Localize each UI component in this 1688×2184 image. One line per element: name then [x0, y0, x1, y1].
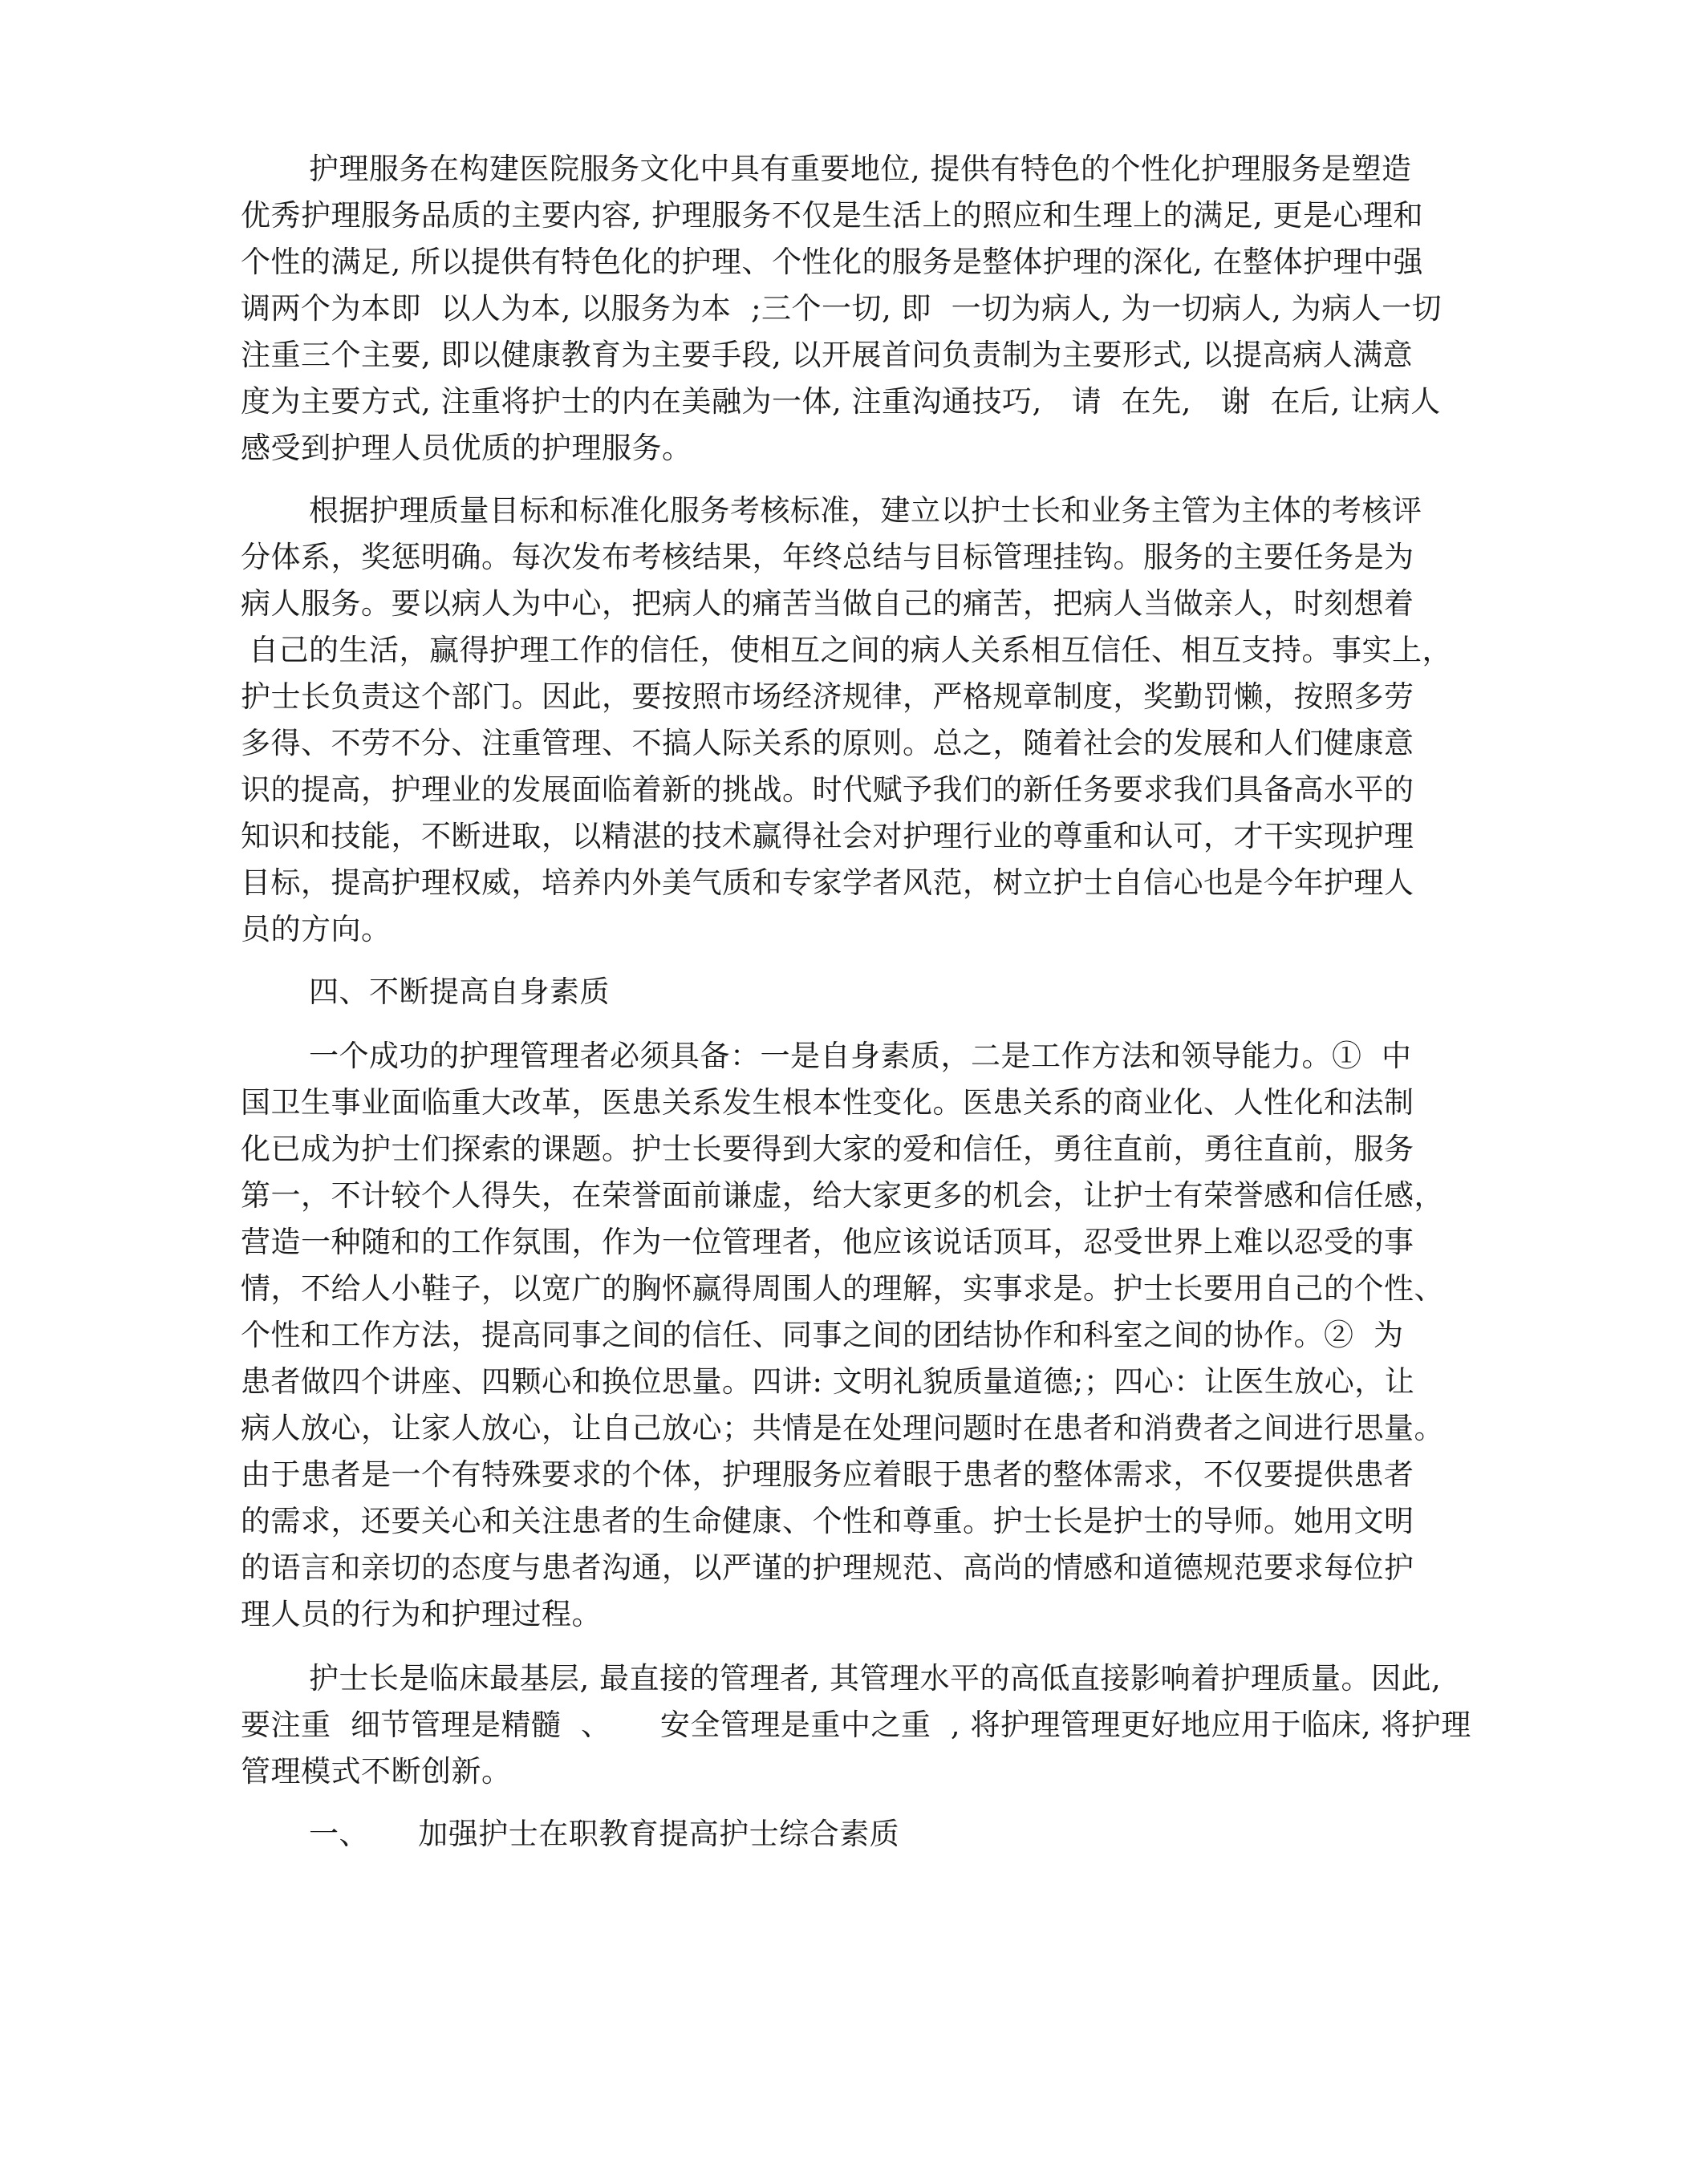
text-line: 一个成功的护理管理者必须具备：一是自身素质，二是工作方法和领导能力。① 中	[309, 1039, 1412, 1073]
text-line: 自己的生活，赢得护理工作的信任，使相互之间的病人关系相互信任、相互支持。事实上，	[249, 633, 1452, 667]
text-line: 护士长负责这个部门。因此，要按照市场经济规律，严格规章制度，奖勤罚懒，按照多劳	[241, 679, 1414, 714]
section-heading: 四、不断提高自身素质	[309, 974, 610, 1009]
text-line: 的需求，还要关心和关注患者的生命健康、个性和尊重。护士长是护士的导师。她用文明	[241, 1504, 1414, 1538]
text-line: 由于患者是一个有特殊要求的个体，护理服务应着眼于患者的整体需求，不仅要提供患者	[241, 1457, 1414, 1492]
text-line: 要注重 细节管理是精髓 、 安全管理是重中之重 , 将护理管理更好地应用于临床, 将护理	[241, 1708, 1471, 1742]
text-line: 化已成为护士们探索的课题。护士长要得到大家的爱和信任，勇往直前，勇往直前，服务	[241, 1132, 1414, 1166]
text-line: 理人员的行为和护理过程。	[241, 1597, 602, 1631]
text-line: 目标，提高护理权威，培养内外美气质和专家学者风范，树立护士自信心也是今年护理人	[241, 865, 1414, 900]
text-line: 注重三个主要, 即以健康教育为主要手段, 以开展首问负责制为主要形式, 以提高病人满意	[241, 338, 1414, 372]
text-line: 优秀护理服务品质的主要内容, 护理服务不仅是生活上的照应和生理上的满足, 更是心理和	[241, 198, 1424, 233]
section-heading: 一、 加强护士在职教育提高护士综合素质	[309, 1817, 900, 1851]
text-line: 营造一种随和的工作氛围，作为一位管理者，他应该说话顶耳，忍受世界上难以忍受的事	[241, 1225, 1414, 1259]
text-line: 护理服务在构建医院服务文化中具有重要地位, 提供有特色的个性化护理服务是塑造	[309, 152, 1412, 186]
text-line: 情，不给人小鞋子，以宽广的胸怀赢得周围人的理解，实事求是。护士长要用自己的个性、	[241, 1271, 1444, 1306]
text-line: 员的方向。	[241, 912, 392, 946]
text-line: 病人服务。要以病人为中心，把病人的痛苦当做自己的痛苦，把病人当做亲人，时刻想着	[241, 586, 1414, 621]
text-line: 患者做四个讲座、四颗心和换位思量。四讲: 文明礼貌质量道德;；四心：让医生放心，让	[241, 1364, 1415, 1399]
text-line: 个性的满足, 所以提供有特色化的护理、个性化的服务是整体护理的深化, 在整体护理中强	[241, 245, 1424, 279]
text-line: 病人放心，让家人放心，让自己放心；共情是在处理问题时在患者和消费者之间进行思量。	[241, 1411, 1444, 1445]
text-line: 知识和技能，不断进取，以精湛的技术赢得社会对护理行业的尊重和认可，才干实现护理	[241, 819, 1414, 853]
text-line: 调两个为本即 以人为本, 以服务为本 ;三个一切, 即 一切为病人, 为一切病人, 为病人一切	[241, 291, 1443, 326]
text-line: 护士长是临床最基层, 最直接的管理者, 其管理水平的高低直接影响着护理质量。因此,	[309, 1661, 1442, 1696]
text-line: 识的提高，护理业的发展面临着新的挑战。时代赋予我们的新任务要求我们具备高水平的	[241, 772, 1414, 807]
text-line: 第一，不计较个人得失，在荣誉面前谦虚，给大家更多的机会，让护士有荣誉感和信任感，	[241, 1178, 1444, 1213]
text-line: 多得、不劳不分、注重管理、不搞人际关系的原则。总之，随着社会的发展和人们健康意	[241, 726, 1414, 760]
text-line: 管理模式不断创新。	[241, 1754, 512, 1789]
text-line: 的语言和亲切的态度与患者沟通，以严谨的护理规范、高尚的情感和道德规范要求每位护	[241, 1550, 1414, 1585]
text-line: 根据护理质量目标和标准化服务考核标准，建立以护士长和业务主管为主体的考核评	[309, 493, 1422, 528]
text-line: 国卫生事业面临重大改革，医患关系发生根本性变化。医患关系的商业化、人性化和法制	[241, 1085, 1414, 1120]
text-line: 度为主要方式, 注重将护士的内在美融为一体, 注重沟通技巧, 请 在先, 谢 在后, 让病人	[241, 384, 1441, 419]
text-line: 感受到护理人员优质的护理服务。	[241, 431, 692, 465]
text-line: 个性和工作方法，提高同事之间的信任、同事之间的团结协作和科室之间的协作。② 为	[241, 1318, 1404, 1352]
text-line: 分体系，奖惩明确。每次发布考核结果，年终总结与目标管理挂钩。服务的主要任务是为	[241, 540, 1414, 574]
